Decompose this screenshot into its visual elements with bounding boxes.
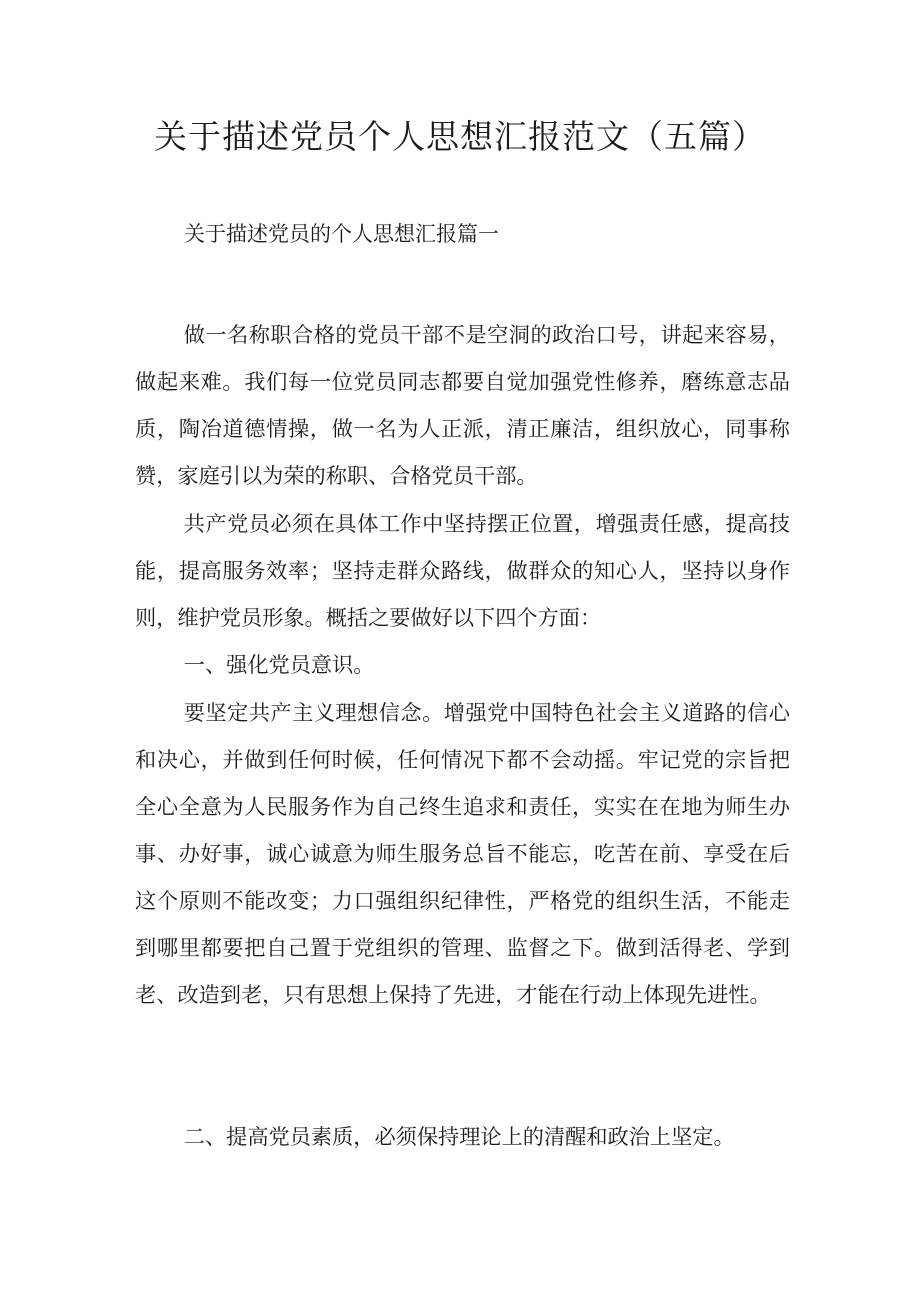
subsection-heading: 一、强化党员意识。 bbox=[183, 652, 375, 677]
section-heading: 关于描述党员的个人思想汇报篇一 bbox=[184, 222, 499, 246]
body-paragraph: 共产党员必须在具体工作中坚持摆正位置，增强责任感，提高技能，提高服务效率；坚持走群众路线，做群众的知心人，坚持以身作则，维护党员形象。概括之要做好以下四个方面： bbox=[135, 511, 790, 630]
body-paragraph: 要坚定共产主义理想信念。增强党中国特色社会主义道路的信心和决心，并做到任何时候，任何情况下都不会动摇。牢记党的宗旨把全心全意为人民服务作为自己终生追求和责任，实实在在地为师生办事、办好事，诚心诚意为师生服务总旨不能忘，吃苦在前、享受在后这个原则不能改变；力口强组织纪律性，严格党的组织生活，不能走到哪里都要把自己置于党组织的管理、监督之下。做到活得老、学到老、改造到老，只有思想上保持了先进，才能在行动上体现先进性。 bbox=[135, 700, 790, 1007]
body-paragraph: 做一名称职合格的党员干部不是空洞的政治口号，讲起来容易，做起来难。我们每一位党员同志都要自觉加强党性修养，磨练意志品质，陶冶道德情操，做一名为人正派，清正廉洁，组织放心，同事称赞，家庭引以为荣的称职、合格党员干部。 bbox=[135, 322, 790, 488]
document-title: 关于描述党员个人思想汇报范文（五篇） bbox=[154, 117, 766, 156]
subsection-heading: 二、提高党员素质，必须保持理论上的清醒和政治上坚定。 bbox=[183, 1124, 735, 1149]
